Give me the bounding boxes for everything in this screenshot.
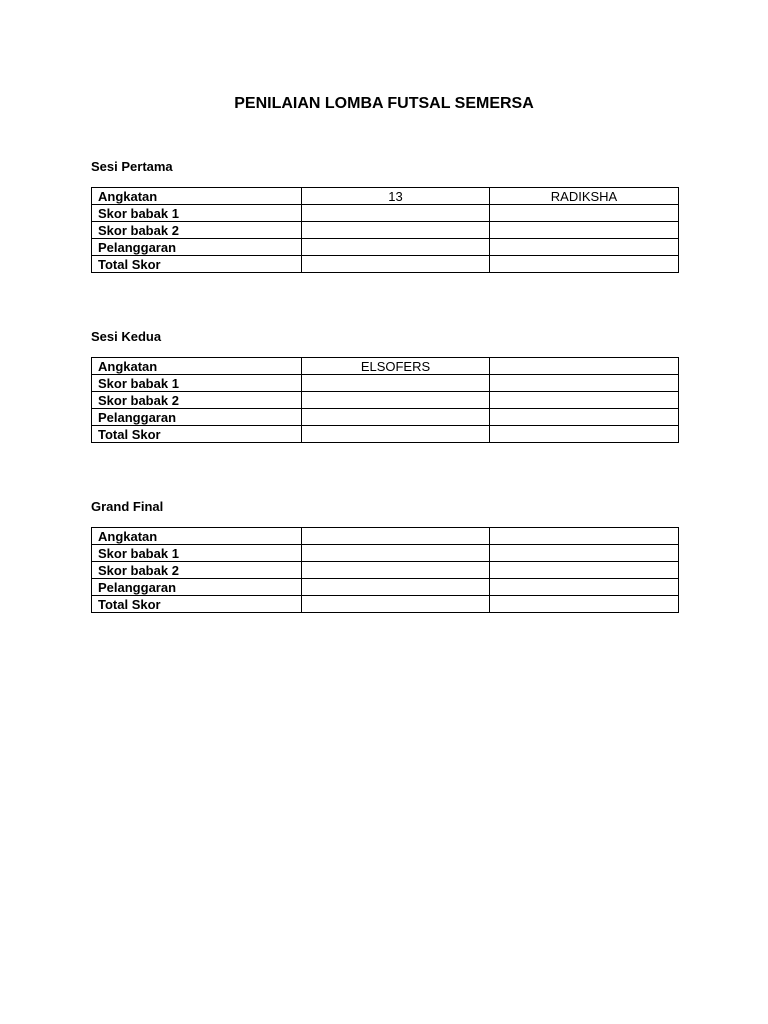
row-label: Pelanggaran bbox=[92, 409, 302, 426]
team-b-cell bbox=[490, 392, 679, 409]
team-a-cell bbox=[302, 222, 490, 239]
table-row bbox=[92, 188, 679, 205]
table-row bbox=[92, 528, 679, 545]
table-row bbox=[92, 239, 679, 256]
team-b-cell bbox=[490, 562, 679, 579]
table-row bbox=[92, 375, 679, 392]
score-table-sesi-pertama bbox=[91, 187, 679, 273]
row-label: Angkatan bbox=[92, 358, 302, 375]
section-heading-grand-final: Grand Final bbox=[91, 499, 164, 514]
team-a-cell: 13 bbox=[302, 188, 490, 205]
team-a-cell: ELSOFERS bbox=[302, 358, 490, 375]
team-b-cell bbox=[490, 256, 679, 273]
row-label: Total Skor bbox=[92, 596, 302, 613]
score-table-sesi-kedua bbox=[91, 357, 679, 443]
row-label: Total Skor bbox=[92, 426, 302, 443]
team-a-cell bbox=[302, 392, 490, 409]
table-row bbox=[92, 426, 679, 443]
team-b-cell bbox=[490, 528, 679, 545]
team-b-cell bbox=[490, 596, 679, 613]
team-b-cell bbox=[490, 358, 679, 375]
row-label: Skor babak 2 bbox=[92, 392, 302, 409]
team-b-cell bbox=[490, 222, 679, 239]
section-heading-sesi-kedua: Sesi Kedua bbox=[91, 329, 162, 344]
table-row bbox=[92, 358, 679, 375]
team-b-cell bbox=[490, 375, 679, 392]
row-label: Angkatan bbox=[92, 528, 302, 545]
team-a-cell bbox=[302, 579, 490, 596]
team-b-cell bbox=[490, 409, 679, 426]
row-label: Pelanggaran bbox=[92, 239, 302, 256]
team-a-cell bbox=[302, 256, 490, 273]
table-row bbox=[92, 562, 679, 579]
team-a-cell bbox=[302, 528, 490, 545]
team-b-cell: RADIKSHA bbox=[490, 188, 679, 205]
team-b-cell bbox=[490, 426, 679, 443]
table-row bbox=[92, 205, 679, 222]
table-row bbox=[92, 579, 679, 596]
table-row bbox=[92, 545, 679, 562]
row-label: Skor babak 1 bbox=[92, 205, 302, 222]
team-a-cell bbox=[302, 545, 490, 562]
row-label: Pelanggaran bbox=[92, 579, 302, 596]
team-a-cell bbox=[302, 239, 490, 256]
page-title: PENILAIAN LOMBA FUTSAL SEMERSA bbox=[234, 95, 534, 112]
row-label: Skor babak 2 bbox=[92, 562, 302, 579]
row-label: Skor babak 1 bbox=[92, 545, 302, 562]
row-label: Skor babak 1 bbox=[92, 375, 302, 392]
team-a-cell bbox=[302, 375, 490, 392]
team-a-cell bbox=[302, 596, 490, 613]
score-table-grand-final bbox=[91, 527, 679, 613]
team-a-cell bbox=[302, 409, 490, 426]
team-b-cell bbox=[490, 239, 679, 256]
table-row bbox=[92, 256, 679, 273]
row-label: Skor babak 2 bbox=[92, 222, 302, 239]
team-a-cell bbox=[302, 426, 490, 443]
team-a-cell bbox=[302, 205, 490, 222]
table-row bbox=[92, 392, 679, 409]
row-label: Angkatan bbox=[92, 188, 302, 205]
table-row bbox=[92, 596, 679, 613]
team-b-cell bbox=[490, 545, 679, 562]
team-b-cell bbox=[490, 579, 679, 596]
row-label: Total Skor bbox=[92, 256, 302, 273]
table-row bbox=[92, 409, 679, 426]
team-b-cell bbox=[490, 205, 679, 222]
table-row bbox=[92, 222, 679, 239]
section-heading-sesi-pertama: Sesi Pertama bbox=[91, 159, 173, 174]
team-a-cell bbox=[302, 562, 490, 579]
